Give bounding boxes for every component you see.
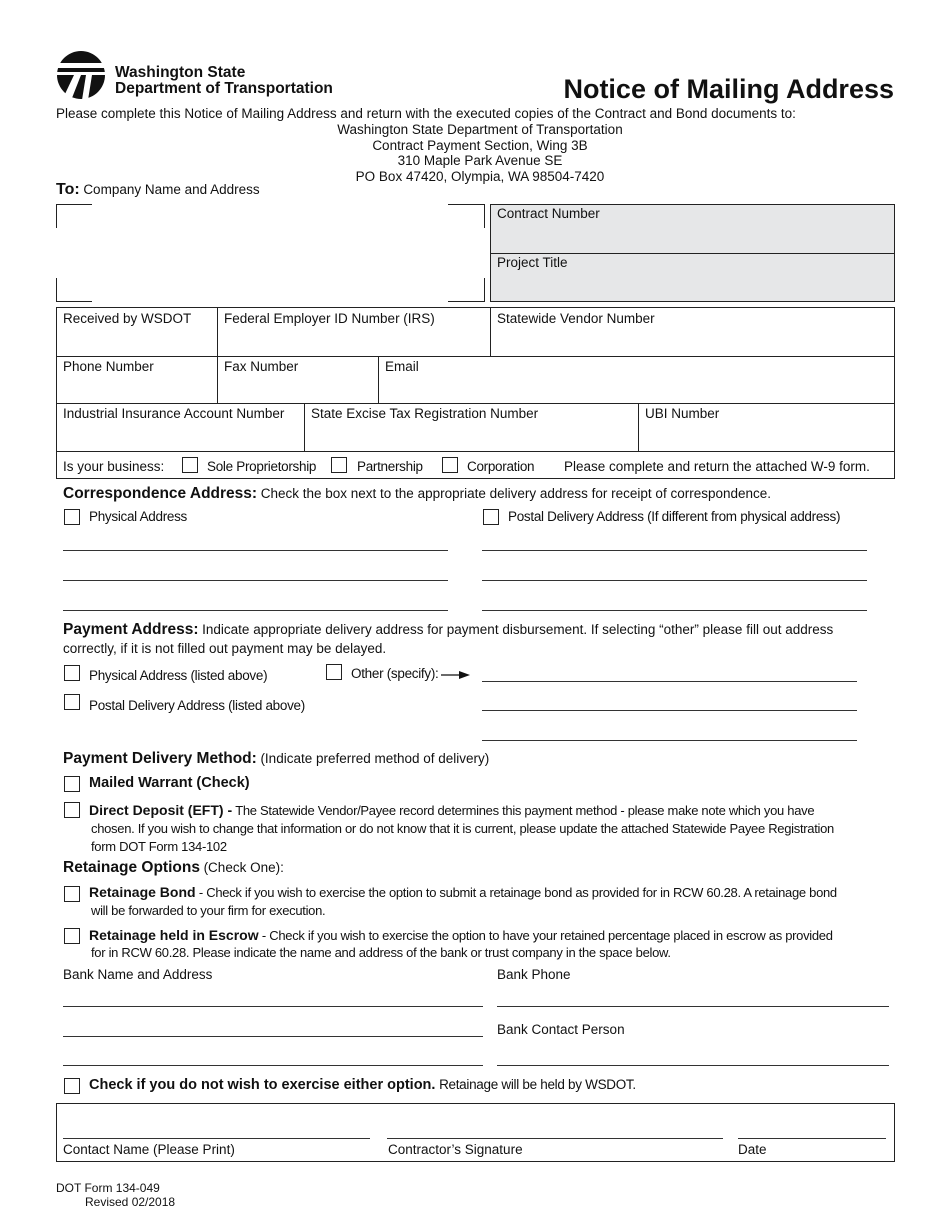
bank-name-line[interactable] bbox=[63, 1065, 483, 1066]
payment-address-desc: Indicate appropriate delivery address for payment disbursement. If selecting “other” please fill out address bbox=[202, 622, 834, 637]
wsdot-logo-icon bbox=[56, 50, 106, 100]
correspondence-title: Correspondence Address: bbox=[63, 485, 258, 502]
payment-other-label: Other (specify): bbox=[351, 666, 439, 681]
contact-name-label: Contact Name (Please Print) bbox=[63, 1142, 235, 1157]
corporation-checkbox[interactable] bbox=[442, 457, 458, 473]
fein-label: Federal Employer ID Number (IRS) bbox=[224, 311, 435, 326]
address-line: PO Box 47420, Olympia, WA 98504-7420 bbox=[355, 168, 605, 184]
postal-address-line[interactable] bbox=[482, 580, 867, 581]
to-label: To: bbox=[56, 181, 80, 198]
eft-line-2: chosen. If you wish to change that information or do not know that it is current, please update the attached Statewide Payee Registration bbox=[91, 821, 834, 836]
payment-postal-checkbox[interactable] bbox=[64, 694, 80, 710]
retainage-bond-checkbox[interactable] bbox=[64, 886, 80, 902]
partnership-checkbox[interactable] bbox=[331, 457, 347, 473]
eft-line-1 bbox=[89, 802, 814, 818]
delivery-subtitle: (Indicate preferred method of delivery) bbox=[260, 751, 490, 766]
business-question: Is your business: bbox=[63, 459, 165, 474]
arrow-right-icon bbox=[441, 670, 471, 680]
retainage-escrow-line-1 bbox=[89, 927, 833, 943]
correspondence-postal-checkbox[interactable] bbox=[483, 509, 499, 525]
payment-address-heading bbox=[63, 621, 833, 639]
retainage-subtitle: (Check One): bbox=[203, 860, 284, 875]
payment-other-line[interactable] bbox=[482, 681, 857, 682]
retainage-title: Retainage Options bbox=[63, 859, 200, 876]
payment-address-title: Payment Address: bbox=[63, 621, 199, 638]
project-title-label: Project Title bbox=[497, 255, 568, 270]
postal-address-line[interactable] bbox=[482, 550, 867, 551]
corporation-label: Corporation bbox=[467, 459, 535, 474]
email-field[interactable] bbox=[379, 357, 894, 402]
address-line: 310 Maple Park Avenue SE bbox=[397, 153, 563, 168]
sole-proprietorship-label: Sole Proprietorship bbox=[207, 459, 317, 474]
bank-name-line[interactable] bbox=[63, 1006, 483, 1007]
payment-other-line[interactable] bbox=[482, 740, 857, 741]
fax-label: Fax Number bbox=[224, 359, 299, 374]
sole-proprietorship-checkbox[interactable] bbox=[182, 457, 198, 473]
postal-address-line[interactable] bbox=[482, 610, 867, 611]
contact-name-line[interactable] bbox=[63, 1138, 370, 1139]
no-retainage-option-checkbox[interactable] bbox=[64, 1078, 80, 1094]
no-retainage-desc: Retainage will be held by WSDOT. bbox=[439, 1077, 636, 1092]
payment-postal-label: Postal Delivery Address (listed above) bbox=[89, 698, 305, 713]
eft-title: Direct Deposit (EFT) - bbox=[89, 802, 233, 818]
vendor-number-label: Statewide Vendor Number bbox=[497, 311, 655, 326]
contract-number-label: Contract Number bbox=[497, 206, 600, 221]
retainage-bond-desc-1: - Check if you wish to exercise the option to submit a retainage bond as provided for in RCW 60.28. A retainage bond bbox=[198, 885, 837, 900]
signature-line[interactable] bbox=[387, 1138, 723, 1139]
email-label: Email bbox=[385, 359, 419, 374]
retainage-escrow-desc-1: - Check if you wish to exercise the option to have your retained percentage placed in escrow as provided bbox=[261, 928, 833, 943]
excise-tax-label: State Excise Tax Registration Number bbox=[311, 406, 539, 421]
w9-note: Please complete and return the attached W-9 form. bbox=[564, 459, 870, 474]
physical-address-line[interactable] bbox=[63, 550, 448, 551]
no-retainage-option-text bbox=[89, 1077, 636, 1093]
retainage-bond-title: Retainage Bond bbox=[89, 884, 196, 900]
agency-line-2: Department of Transportation bbox=[115, 80, 333, 97]
bank-phone-line[interactable] bbox=[497, 1006, 889, 1007]
payment-address-desc-2: correctly, if it is not filled out payment may be delayed. bbox=[63, 641, 387, 656]
revised-date: Revised 02/2018 bbox=[85, 1195, 176, 1209]
bank-name-line[interactable] bbox=[63, 1036, 483, 1037]
bank-contact-line[interactable] bbox=[497, 1065, 889, 1066]
eft-desc-1: The Statewide Vendor/Payee record determines this payment method - please make note which you have bbox=[235, 803, 815, 818]
address-line: Washington State Department of Transportation bbox=[337, 122, 623, 137]
partnership-label: Partnership bbox=[357, 459, 423, 474]
signature-label: Contractor’s Signature bbox=[388, 1142, 523, 1157]
correspondence-desc: Check the box next to the appropriate delivery address for receipt of correspondence. bbox=[260, 486, 772, 501]
eft-line-3: form DOT Form 134-102 bbox=[91, 839, 227, 854]
form-number: DOT Form 134-049 bbox=[56, 1181, 160, 1195]
mailed-warrant-checkbox[interactable] bbox=[64, 776, 80, 792]
direct-deposit-checkbox[interactable] bbox=[64, 802, 80, 818]
return-address bbox=[0, 122, 950, 184]
correspondence-physical-label: Physical Address bbox=[89, 509, 187, 524]
physical-address-line[interactable] bbox=[63, 580, 448, 581]
phone-label: Phone Number bbox=[63, 359, 154, 374]
payment-other-line[interactable] bbox=[482, 710, 857, 711]
bank-contact-label: Bank Contact Person bbox=[497, 1022, 625, 1037]
delivery-title: Payment Delivery Method: bbox=[63, 750, 257, 767]
mailed-warrant-label: Mailed Warrant (Check) bbox=[89, 775, 250, 791]
retainage-escrow-line-2: for in RCW 60.28. Please indicate the name and address of the bank or trust company in the space below. bbox=[91, 945, 671, 960]
bank-phone-label: Bank Phone bbox=[497, 967, 571, 982]
retainage-escrow-checkbox[interactable] bbox=[64, 928, 80, 944]
retainage-bond-line-2: will be forwarded to your firm for execution. bbox=[91, 903, 326, 918]
date-label: Date bbox=[738, 1142, 767, 1157]
received-by-label: Received by WSDOT bbox=[63, 311, 192, 326]
delivery-heading bbox=[63, 750, 489, 768]
page-title: Notice of Mailing Address bbox=[563, 74, 894, 104]
retainage-bond-line-1 bbox=[89, 884, 837, 900]
correspondence-postal-label: Postal Delivery Address (If different from physical address) bbox=[508, 509, 841, 524]
payment-physical-checkbox[interactable] bbox=[64, 665, 80, 681]
ubi-label: UBI Number bbox=[645, 406, 720, 421]
no-retainage-title: Check if you do not wish to exercise either option. bbox=[89, 1077, 436, 1093]
retainage-heading bbox=[63, 859, 284, 877]
correspondence-heading bbox=[63, 485, 771, 503]
correspondence-physical-checkbox[interactable] bbox=[64, 509, 80, 525]
company-name-address-field[interactable] bbox=[56, 204, 484, 302]
retainage-escrow-title: Retainage held in Escrow bbox=[89, 927, 259, 943]
payment-other-checkbox[interactable] bbox=[326, 664, 342, 680]
to-sublabel: Company Name and Address bbox=[83, 182, 260, 197]
payment-physical-label: Physical Address (listed above) bbox=[89, 668, 268, 683]
to-heading bbox=[56, 181, 260, 199]
bank-name-label: Bank Name and Address bbox=[63, 967, 213, 982]
physical-address-line[interactable] bbox=[63, 610, 448, 611]
date-line[interactable] bbox=[738, 1138, 886, 1139]
intro-text: Please complete this Notice of Mailing Address and return with the executed copies of the Contract and Bond documents to: bbox=[56, 106, 796, 121]
agency-line-1: Washington State bbox=[115, 64, 246, 81]
industrial-insurance-label: Industrial Insurance Account Number bbox=[63, 406, 285, 421]
address-line: Contract Payment Section, Wing 3B bbox=[372, 137, 588, 153]
